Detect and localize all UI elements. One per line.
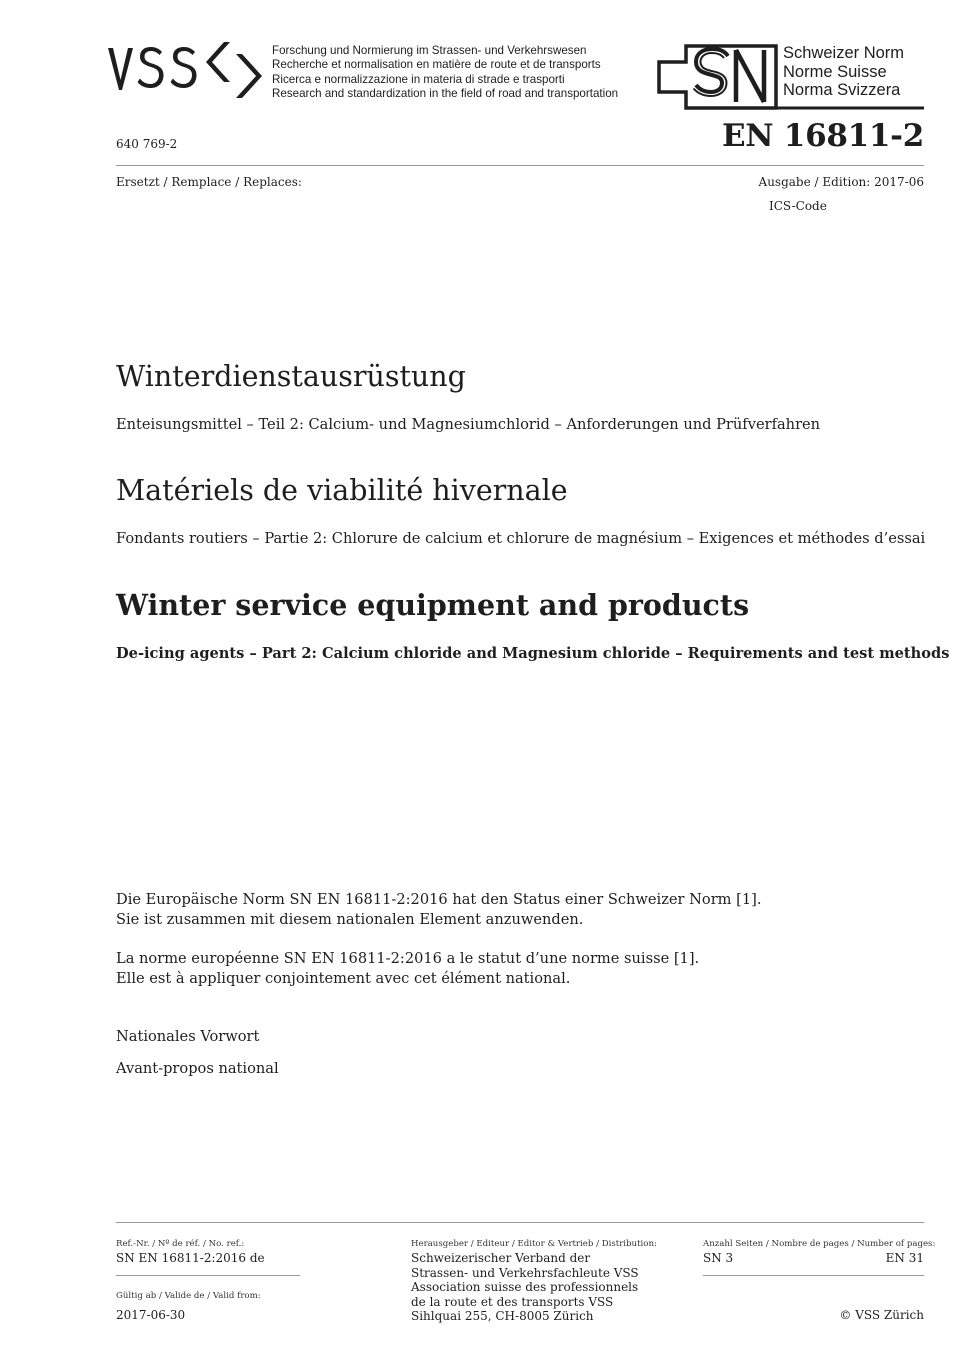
publisher-line-3: Association suisse des professionnels [411, 1280, 639, 1294]
national-foreword-german: Nationales Vorwort [116, 1028, 260, 1045]
page-count-en: EN 31 [885, 1251, 924, 1265]
sn-names [783, 44, 904, 100]
status-note-german-line-2: Sie ist zusammen mit diesem nationalen Element anzuwenden. [116, 911, 584, 928]
status-note-german [116, 890, 761, 930]
page-count-sn: SN 3 [703, 1251, 734, 1265]
status-note-french-line-1: La norme européenne SN EN 16811-2:2016 a le statut d’une norme suisse [1]. [116, 950, 700, 967]
tagline-de: Forschung und Normierung im Strassen- und Verkehrswesen [272, 44, 587, 57]
title-german: Winterdienstausrüstung [116, 360, 466, 393]
publisher-line-4: de la route et des transports VSS [411, 1294, 614, 1309]
vss-logo [106, 40, 266, 104]
status-note-german-line-1: Die Europäische Norm SN EN 16811-2:2016 hat den Status einer Schweizer Norm [1]. [116, 891, 762, 908]
page-count-divider [703, 1275, 924, 1276]
title-english: Winter service equipment and products [116, 588, 750, 622]
tagline-fr: Recherche et normalisation en matière de route et de transports [272, 58, 601, 72]
national-foreword-french: Avant-propos national [116, 1060, 279, 1077]
tagline-it: Ricerca e normalizzazione in materia di strade e trasporti [272, 72, 565, 86]
replaces-label: Ersetzt / Remplace / Replaces: [116, 175, 302, 189]
vss-taglines [272, 44, 618, 102]
header-divider [116, 165, 924, 166]
title-french: Matériels de viabilité hivernale [116, 474, 568, 507]
reference-number-value: SN EN 16811-2:2016 de [116, 1251, 265, 1265]
norm-number: EN 16811-2 [721, 118, 924, 154]
status-note-french-line-2: Elle est à appliquer conjointement avec cet élément national. [116, 970, 571, 987]
subtitle-english: De-icing agents – Part 2: Calcium chloride and Magnesium chloride – Requirements and test methods [116, 645, 950, 662]
subtitle-french: Fondants routiers – Partie 2: Chlorure de calcium et chlorure de magnésium – Exigences et méthodes d’essai [116, 530, 926, 547]
footer-divider [116, 1222, 924, 1223]
publisher-address [411, 1251, 639, 1324]
vss-logo-graphic [106, 40, 266, 100]
sn-name-fr: Norme Suisse [783, 62, 887, 81]
sn-name-de: Schweizer Norm [783, 44, 905, 62]
doc-number: 640 769-2 [116, 137, 178, 151]
page-count-label: Anzahl Seiten / Nombre de pages / Number of pages: [703, 1239, 936, 1249]
publisher-label: Herausgeber / Editeur / Editor & Vertrieb / Distribution: [411, 1239, 657, 1249]
publisher-line-5: Sihlquai 255, CH-8005 Zürich [411, 1309, 594, 1323]
ics-code-label: ICS-Code [769, 199, 827, 213]
status-note-french [116, 949, 699, 989]
valid-from-label: Gültig ab / Valide de / Valid from: [116, 1291, 261, 1301]
sn-name-it: Norma Svizzera [783, 81, 901, 100]
publisher-line-1: Schweizerischer Verband der [411, 1251, 591, 1265]
valid-from-value: 2017-06-30 [116, 1308, 186, 1322]
reference-divider [116, 1275, 300, 1276]
edition-label: Ausgabe / Edition: 2017-06 [758, 175, 924, 189]
reference-number-label: Ref.-Nr. / Nº de réf. / No. ref.: [116, 1239, 245, 1249]
publisher-line-2: Strassen- und Verkehrsfachleute VSS [411, 1265, 639, 1280]
subtitle-german: Enteisungsmittel – Teil 2: Calcium- und Magnesiumchlorid – Anforderungen und Prüfverfahren [116, 416, 821, 433]
tagline-en: Research and standardization in the field of road and transportation [272, 87, 619, 101]
copyright-notice: © VSS Zürich [839, 1308, 924, 1322]
